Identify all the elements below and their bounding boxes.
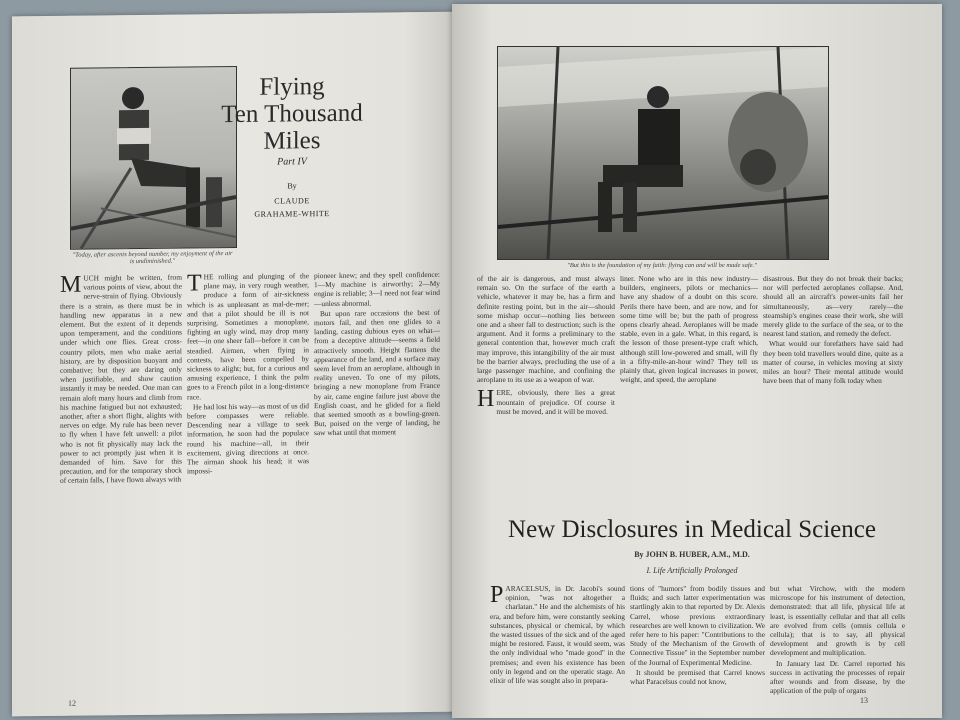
paragraph: tions of "humors" from bodily tissues and fluids; and such latter experimentation was startlingly akin to that reported by Dr. Alexis Carrel, whose previous extraordinary researches are well known to civilization. We refer here to his paper: "Contributions to the Study of the Mechanism of the Growth of Connective Tissue" in the September number of the Journal of Experimental Medicine. [630, 584, 765, 667]
author-line: GRAHAME-WHITE [254, 209, 330, 219]
text-column [60, 273, 182, 694]
text-column [477, 274, 615, 502]
author-line: CLAUDE [274, 196, 310, 206]
article2-subtitle: I. Life Artificially Prolonged [646, 566, 738, 575]
aviator-illustration [498, 47, 828, 259]
title-line: Ten Thousand [221, 99, 363, 129]
paragraph: In January last Dr. Carrel reported his success in activating the processes of repair after wounds and from disease, by the application of the pulp of organs [770, 658, 905, 696]
drop-cap: M [60, 271, 82, 298]
paragraph: disastrous. But they do not break their backs; nor will perfected aeroplanes collapse. And, should all an aircraft's power-units fail her simultaneously, as—very rarely—the steamship's engines cease their work, she will merely glide to the surface of the sea, or to the nearest land station, and remedy the defect. [763, 274, 903, 339]
drop-cap: H [477, 386, 495, 413]
paragraph: UCH might be written, from various points of view, about the nerve-strain of flying. Obviously there is a strain, as there must be in handling new apparatus in a new element. But the extent of it depends upon temperament, and the conditions under which one flies. Great cross-country pilots, men who make aerial history, are by disposition buoyant and combative; but they are daring only when justifiable, and show caution instantly it may be needed. One man can remain aloft many hours and climb from his machine fatigued but not exhausted; another, after a short flight, alights with nerves on edge. My rule has been never to fly when I have felt unwell: a pilot who is not fit physically may lack the power to act promptly just when it is demanded of him. Save for this precaution, and for the temporary shock of certain falls, I have flown always with [60, 272, 182, 486]
drop-cap: T [187, 270, 202, 297]
right-page [452, 4, 942, 718]
article-title [207, 73, 377, 156]
title-line: Flying [259, 73, 325, 101]
author [207, 194, 377, 222]
photo-caption: "But this is the foundation of my faith: flying can and will be made safe." [567, 262, 757, 269]
paragraph: ERE, obviously, there lies a great mountain of prejudice. Of course it must be moved, and it will be moved. [496, 388, 615, 416]
aviator-photo [497, 46, 829, 260]
paragraph: It should be premised that Carrel knows what Paracelsus could not know, [630, 667, 765, 687]
text-column [490, 584, 625, 689]
part-label: Part IV [277, 156, 307, 168]
text-column [314, 270, 440, 691]
paragraph: ARACELSUS, in Dr. Jacobi's sound opinion, "was not altogether a charlatan." He and the alchemists of his era, and before him, were constantly seeking substances, physical or chemical, by which the wasted tissues of the sick and of the aged might be restored. Faust, it would seem, was the only individual who "made good" in the premises; and even his existence has been only in legend and on the operatic stage. An elixir of life was sought also in prepara- [490, 584, 625, 686]
article2-byline: By JOHN B. HUBER, A.M., M.D. [634, 550, 750, 559]
text-column [187, 271, 309, 692]
article2-title: New Disclosures in Medical Science [508, 516, 876, 543]
paragraph: of the air is dangerous, and must always remain so. On the surface of the earth a vehicle, whatever it may be, has a firm and definite resting point, but in the air—should some mishap occur—nothing lies between one and a sheer fall to destruction; such is the argument. And it forms a preliminary to the general contention that, however much craft may improve, this intangibility of the air must be the barrier always, precluding the use of a large passenger machine, and confining the aeroplane to its use as a weapon of war. [477, 274, 615, 385]
paragraph: but what Virchow, with the modern microscope for his instrument of detection, demonstrated: that all life, physical life at least, is essentially cellular and that all cells are evolved from cells (omnis cellula e cellula); that is to say, all physical development and growth is by cell development and multiplication. [770, 584, 905, 658]
page-number: 12 [68, 698, 76, 708]
paragraph: HE rolling and plunging of the plane may, in very rough weather, produce a form of air-sickness which is as unpleasant as mal-de-mer; and that a pilot should be ill is not surprising. Sometimes a monoplane, fighting an ugly wind, may drop many feet—in one sheer fall—before it can be steadied. Airmen, when flying in contests, have been compelled by sickness to alight; but, for a curious and amusing experience, I think the palm goes to a French pilot in a long-distance race. [187, 271, 309, 402]
text-column [770, 584, 905, 696]
paragraph: What would our forefathers have said had they been told travellers would dine, quite as a matter of course, in vehicles moving at sixty miles an hour? Their mental attitude would have been that of many folk today when [763, 339, 903, 386]
paragraph: But upon rare occasions the best of motors fail, and then one glides to a landing, casting dubious eyes on what—from a deceptive altitude—seems a field attractively smooth. Height flattens the appearance of the land, and a surface may seem level from an aeroplane, although in reality uneven. To one of my pilots, bringing a new monoplane from France by air, came engine failure just above the English coast, and he glided for a field that seemed smooth as a bowling-green. But, poised on the verge of landing, he saw what until that moment [314, 307, 440, 438]
drop-cap: P [490, 582, 504, 608]
page-number: 13 [860, 696, 868, 705]
photo-caption: "Today, after ascents beyond number, my enjoyment of the air is undiminished." [72, 250, 233, 266]
left-page [12, 12, 458, 717]
title-line: Miles [263, 127, 321, 155]
by-label: By [287, 181, 297, 191]
paragraph: He had lost his way—as most of us did before compasses were reliable. Descending near a village to seek information, he soon had the populace round his machine—all, in their excitement, giving directions at once. The airman shook his head; it was impossi- [187, 401, 309, 476]
text-column [620, 274, 758, 502]
paragraph: pioneer knew; and they spell confidence: 1—My machine is airworthy; 2—My engine is reliable; 3—I need not fear wind—unless abnormal. [314, 269, 440, 308]
paragraph: liner. None who are in this new industry—builders, engineers, pilots or mechanics—have any shadow of a doubt on this score. Perils there have been, and are now, and for some time will be; but the path of progress opens clearly ahead. Aeroplanes will be made stable, even in a gale. What, in this regard, is the lesson of those present-type craft which, although still low-powered and small, will fly in a fifty-mile-an-hour wind? They tell us plainly that, given logical increases in power, weight, and speed, the aeroplane [620, 274, 758, 385]
text-column [763, 274, 903, 502]
text-column [630, 584, 765, 689]
